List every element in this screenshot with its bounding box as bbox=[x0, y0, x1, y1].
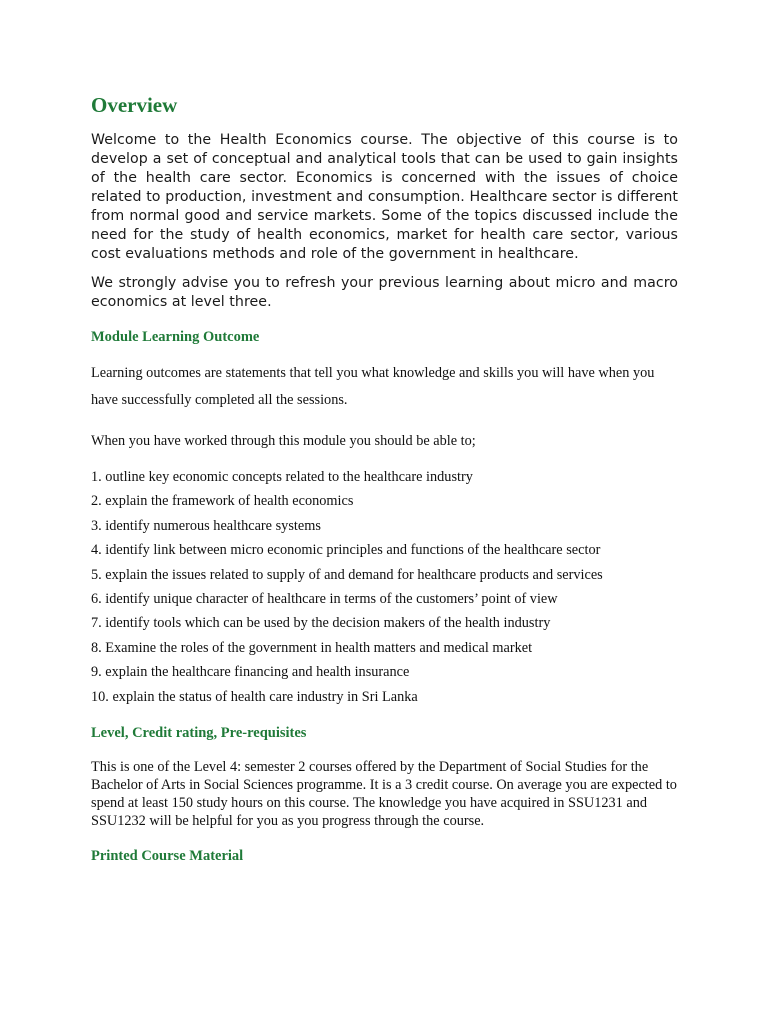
list-item: 1. outline key economic concepts related to the healthcare industry bbox=[91, 469, 473, 485]
list-item: 4. identify link between micro economic principles and functions of the healthcare sector bbox=[91, 542, 601, 559]
overview-advice-paragraph: We strongly advise you to refresh your previous learning about micro and macro economics at level three. bbox=[91, 275, 678, 310]
learning-outcome-heading: Module Learning Outcome bbox=[91, 329, 260, 345]
list-item: 7. identify tools which can be used by the decision makers of the health industry bbox=[91, 615, 551, 632]
list-item: 2. explain the framework of health economics bbox=[91, 493, 354, 510]
level-paragraph: This is one of the Level 4: semester 2 courses offered by the Department of Social Studies for the Bachelor of Arts in Social Sciences programme. It is a 3 credit course. On average you are expected to spend at least 150 study hours on this course. The knowledge you have acquired in SSU1231 and SSU1232 will be helpful for you as you progress through the course. bbox=[91, 759, 677, 830]
level-heading: Level, Credit rating, Pre-requisites bbox=[91, 725, 307, 742]
list-item: 9. explain the healthcare financing and health insurance bbox=[91, 664, 410, 681]
list-item: 3. identify numerous healthcare systems bbox=[91, 517, 321, 534]
page-title: Overview bbox=[91, 93, 178, 117]
list-item: 5. explain the issues related to supply of and demand for healthcare products and services bbox=[91, 566, 603, 583]
document-page bbox=[91, 90, 678, 866]
printed-material-heading: Printed Course Material bbox=[91, 848, 244, 865]
overview-paragraph: Welcome to the Health Economics course. The objective of this course is to develop a set of conceptual and analytical tools that can be used to gain insights of the health care sector. Economics is concerned with the issues of choice related to production, investment and consumption. Healthcare sector is different from normal good and service markets. Some of the topics discussed include the need for the study of health economics, market for health care sector, various cost evaluations methods and role of the government in healthcare. bbox=[91, 132, 678, 262]
learning-outcome-list bbox=[91, 465, 678, 709]
list-item: 6. identify unique character of healthcare in terms of the customers’ point of view bbox=[91, 591, 558, 608]
list-item: 8. Examine the roles of the government in health matters and medical market bbox=[91, 639, 533, 656]
learning-outcome-description: Learning outcomes are statements that tell you what knowledge and skills you will have when you have successfully completed all the sessions. bbox=[91, 365, 655, 408]
list-item: 10. explain the status of health care industry in Sri Lanka bbox=[91, 688, 418, 705]
learning-outcome-lead-in: When you have worked through this module you should be able to; bbox=[91, 433, 476, 449]
